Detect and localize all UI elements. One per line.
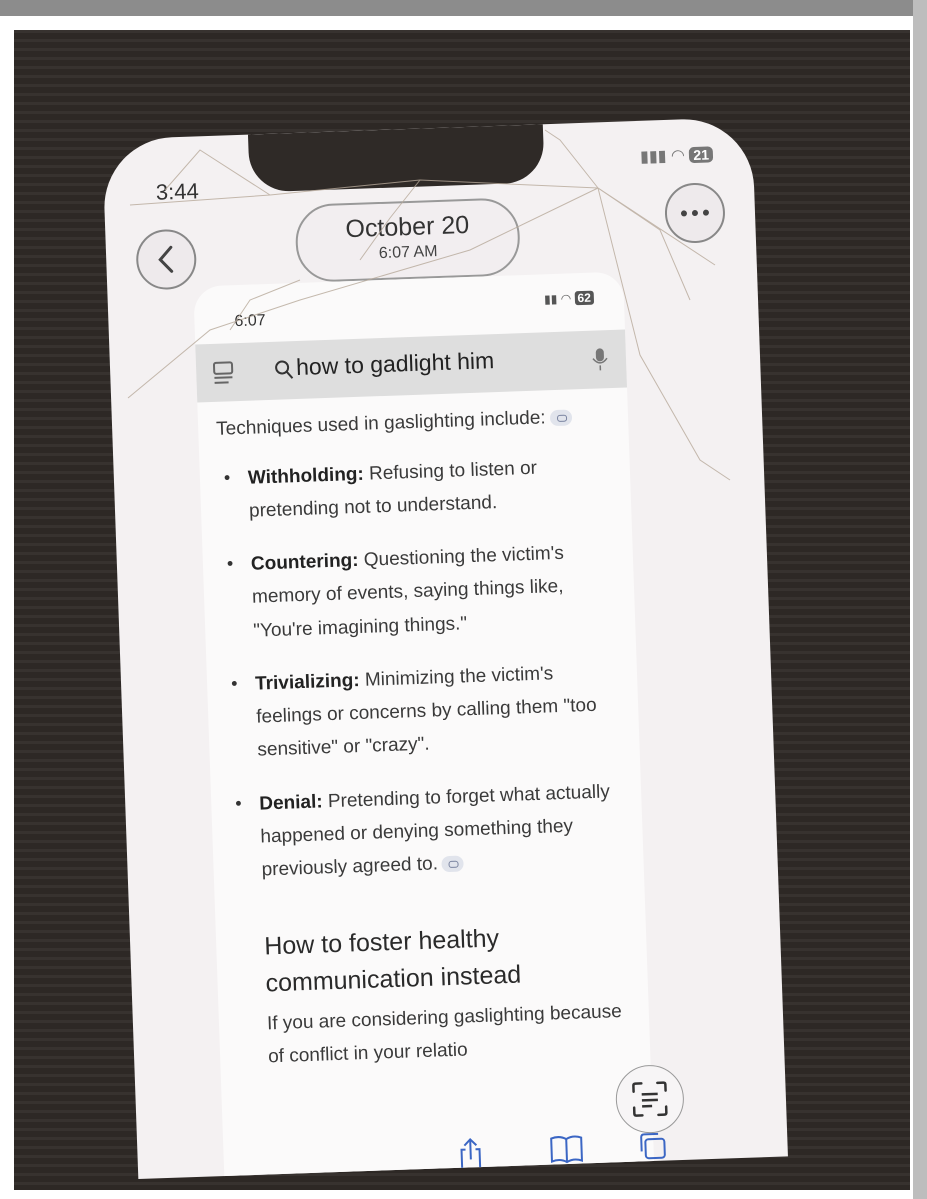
- bullet-term: Withholding:: [247, 463, 365, 489]
- inner-status-time: 6:07: [234, 312, 266, 331]
- list-item: [217, 449, 609, 529]
- search-bar[interactable]: [195, 330, 627, 403]
- scan-top-border: [0, 0, 927, 16]
- bookmarks-icon[interactable]: [549, 1133, 584, 1164]
- share-icon[interactable]: [457, 1137, 484, 1172]
- header-time: 6:07 AM: [378, 243, 438, 263]
- bullet-term: Denial:: [258, 791, 324, 815]
- section-body: If you are considering gaslighting because of conflict in your relatio: [266, 1000, 623, 1068]
- chevron-left-icon: [155, 244, 178, 275]
- signal-icon: ▮▮: [543, 291, 558, 307]
- date-header[interactable]: [294, 197, 521, 283]
- inner-battery: 62: [574, 291, 594, 306]
- bullet-term: Trivializing:: [254, 669, 360, 695]
- phone-notch: [248, 124, 545, 192]
- bullet-text: Pretending to forget what actually happened or denying something they previously agreed to.: [260, 781, 611, 881]
- bullet-text: Minimizing the victim's feelings or concerns by calling them "too sensitive" or "crazy".: [255, 663, 597, 762]
- scan-right-border: [913, 0, 927, 1199]
- search-query[interactable]: how to gadlight him: [295, 347, 495, 381]
- link-icon[interactable]: [549, 409, 572, 426]
- section-heading: How to foster healthy communication instead: [263, 924, 522, 998]
- bullet-text: Questioning the victim's memory of events, saying things like, "You're imagining things.": [251, 542, 565, 642]
- list-item: [225, 655, 618, 768]
- signal-icon: ▮▮▮: [639, 147, 667, 166]
- list-item: [220, 535, 613, 648]
- list-item: [229, 775, 622, 888]
- tabs-icon[interactable]: [637, 1131, 668, 1162]
- outer-status-bar: [640, 144, 714, 167]
- wifi-icon: ◠: [560, 291, 572, 306]
- search-icon: [274, 359, 295, 382]
- lens-icon: [629, 1078, 670, 1119]
- inner-screenshot: [193, 272, 654, 1179]
- mic-icon[interactable]: [592, 346, 609, 373]
- intro-text: Techniques used in gaslighting include:: [215, 407, 546, 440]
- outer-battery: 21: [689, 146, 713, 163]
- intro-paragraph: [216, 400, 607, 446]
- more-button[interactable]: [664, 182, 726, 244]
- bullet-text: Refusing to listen or pretending not to understand.: [248, 457, 538, 522]
- outer-status-time: 3:44: [155, 178, 200, 205]
- header-date: October 20: [344, 210, 470, 244]
- bullet-term: Countering:: [250, 550, 359, 575]
- more-icon: [680, 208, 710, 217]
- link-icon[interactable]: [442, 856, 465, 873]
- menu-icon[interactable]: [212, 359, 235, 386]
- wifi-icon: ◠: [670, 147, 686, 165]
- technique-list: [217, 449, 622, 888]
- phone-screen: [102, 117, 788, 1179]
- inner-status-bar: [544, 291, 594, 307]
- back-button[interactable]: [135, 228, 197, 290]
- answer-content: [216, 400, 629, 1075]
